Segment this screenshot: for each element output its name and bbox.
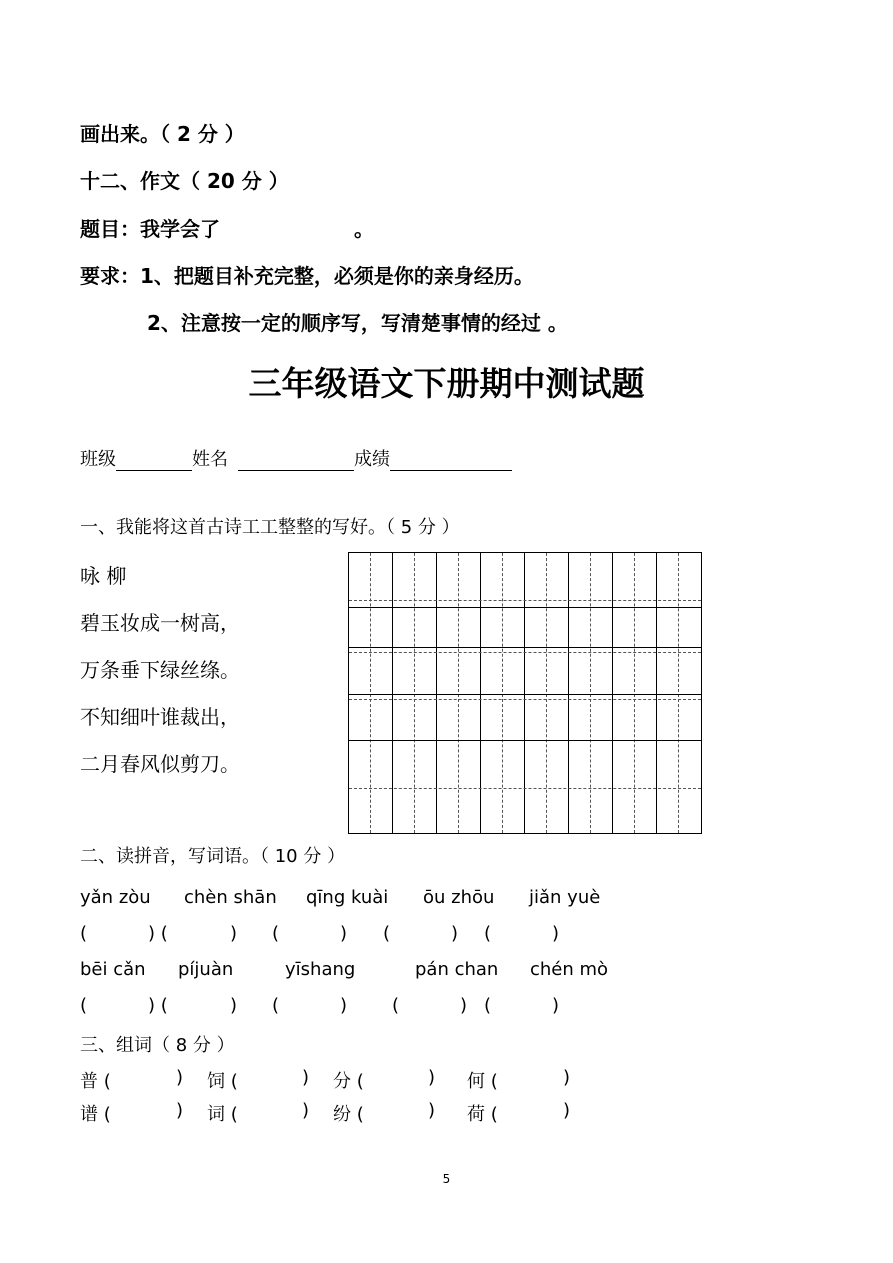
word-char: 普 [80, 1071, 98, 1092]
answer-blank[interactable]: ) [340, 995, 348, 1016]
answer-blank[interactable]: ) [563, 1100, 571, 1121]
answer-blank[interactable]: ) [451, 923, 459, 944]
answer-blank[interactable]: ) [552, 995, 560, 1016]
name-label: 姓名 [192, 449, 228, 470]
answer-blank[interactable]: ( [272, 995, 280, 1016]
answer-blank[interactable]: ) [176, 1067, 184, 1088]
answer-blank[interactable]: ( [80, 923, 88, 944]
word-item: 何 ( [467, 1071, 498, 1092]
answer-blank[interactable]: ) [340, 923, 348, 944]
pinyin-item: ōu zhōu [423, 887, 495, 908]
answer-blank[interactable]: ( [484, 923, 492, 944]
answer-blank[interactable]: ( [272, 923, 280, 944]
answer-blank[interactable]: ( [80, 995, 88, 1016]
pinyin-item: chén mò [530, 959, 609, 980]
poem-line: 碧玉妆成一树高， [80, 611, 240, 635]
top-line-1: 画出来。（ 2 分 ） [80, 122, 245, 146]
answer-blank[interactable]: ) ( [148, 995, 168, 1016]
answer-blank[interactable]: ) [302, 1100, 310, 1121]
section1-heading: 一、我能将这首古诗工工整整的写好。（ 5 分 ） [80, 517, 460, 538]
pinyin-item: yīshang [285, 959, 356, 980]
pinyin-item: pán chan [415, 959, 499, 980]
answer-blank[interactable]: ) [302, 1067, 310, 1088]
info-line [80, 445, 512, 471]
word-char: 纷 [333, 1104, 351, 1125]
topic-end: 。 [354, 217, 374, 241]
answer-blank[interactable]: ) [176, 1100, 184, 1121]
word-item: 谱 ( [80, 1104, 111, 1125]
poem-line: 不知细叶谁裁出， [80, 705, 240, 729]
word-item: 荷 ( [467, 1104, 498, 1125]
topic-label: 题目：我学会了 [80, 217, 220, 241]
composition-heading: 十二、作文（ 20 分 ） [80, 169, 289, 193]
score-label: 成绩 [354, 449, 390, 470]
requirement-1: 要求：1、把题目补充完整，必须是你的亲身经历。 [80, 264, 534, 288]
word-char: 分 [333, 1071, 351, 1092]
word-item: 普 ( [80, 1071, 111, 1092]
answer-blank[interactable]: ) [428, 1067, 436, 1088]
word-char: 何 [467, 1071, 485, 1092]
answer-blank[interactable]: ) [230, 995, 238, 1016]
word-char: 词 [207, 1104, 225, 1125]
requirement-2: 2、注意按一定的顺序写，写清楚事情的经过 。 [147, 311, 568, 335]
writing-grid[interactable] [348, 552, 702, 834]
pinyin-item: chèn shān [184, 887, 277, 908]
section2-heading: 二、读拼音，写词语。（ 10 分 ） [80, 846, 346, 867]
answer-blank[interactable]: ) [230, 923, 238, 944]
answer-blank[interactable]: ( [484, 995, 492, 1016]
word-char: 谱 [80, 1104, 98, 1125]
word-item: 词 ( [207, 1104, 238, 1125]
word-item: 分 ( [333, 1071, 364, 1092]
answer-blank[interactable]: ( [383, 923, 391, 944]
word-char: 荷 [467, 1104, 485, 1125]
answer-blank[interactable]: ) [552, 923, 560, 944]
word-item: 纷 ( [333, 1104, 364, 1125]
poem-line: 二月春风似剪刀。 [80, 752, 240, 776]
pinyin-item: qīng kuài [306, 887, 389, 908]
pinyin-item: jiǎn yuè [529, 887, 601, 908]
poem-title: 咏 柳 [80, 564, 127, 588]
answer-blank[interactable]: ) ( [148, 923, 168, 944]
pinyin-item: bēi cǎn [80, 959, 146, 980]
answer-blank[interactable]: ) [563, 1067, 571, 1088]
score-blank[interactable] [390, 452, 512, 471]
word-char: 饲 [207, 1071, 225, 1092]
answer-blank[interactable]: ( [392, 995, 400, 1016]
pinyin-item: yǎn zòu [80, 887, 151, 908]
pinyin-item: píjuàn [178, 959, 234, 980]
page-title: 三年级语文下册期中测试题 [248, 364, 645, 403]
class-blank[interactable] [116, 452, 192, 471]
name-blank[interactable] [238, 452, 354, 471]
composition-topic [80, 213, 220, 242]
page-number: 5 [442, 1172, 451, 1186]
word-item: 饲 ( [207, 1071, 238, 1092]
answer-blank[interactable]: ) [460, 995, 468, 1016]
poem-line: 万条垂下绿丝绦。 [80, 658, 240, 682]
class-label: 班级 [80, 449, 116, 470]
section3-heading: 三、组词（ 8 分 ） [80, 1035, 235, 1056]
answer-blank[interactable]: ) [428, 1100, 436, 1121]
